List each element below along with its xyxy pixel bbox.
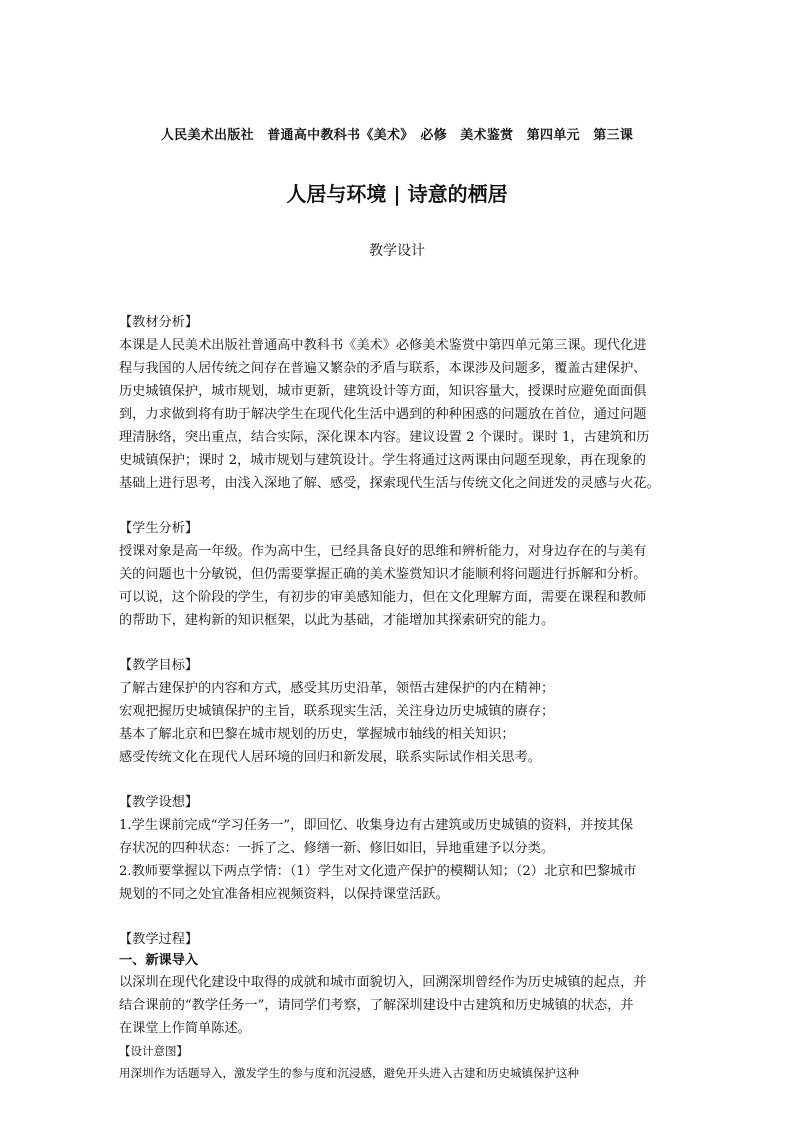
paragraph-line: 程与我国的人居传统之间存在普遍又繁杂的矛盾与联系，本课涉及问题多，覆盖古建保护、 bbox=[119, 361, 647, 376]
paragraph-line: 规划的不同之处宜准备相应视频资料，以保持课堂活跃。 bbox=[119, 887, 449, 902]
section-heading-material: 【教材分析】 bbox=[119, 315, 199, 330]
paragraph-line: 关的问题也十分敏锐，但仍需要掌握正确的美术鉴赏知识才能顺利将问题进行拆解和分析。 bbox=[119, 567, 647, 582]
subsection-heading: 一、新课导入 bbox=[119, 953, 199, 968]
section-heading-students: 【学生分析】 bbox=[119, 521, 199, 536]
section-spacer bbox=[119, 495, 679, 517]
section-spacer bbox=[119, 906, 679, 928]
paragraph-line: 了解古建保护的内容和方式，感受其历史沿革，领悟古建保护的内在精神； bbox=[119, 681, 555, 696]
paragraph-line: 的帮助下，建构新的知识框架，以此为基础，才能增加其探索研究的能力。 bbox=[119, 613, 555, 628]
paragraph-line: 史城镇保护；课时 2，城市规划与建筑设计。学生将通过这两课由问题至现象，再在现象的 bbox=[119, 453, 646, 468]
section-heading-process: 【教学过程】 bbox=[119, 932, 199, 947]
paragraph-line: 宏观把握历史城镇保护的主旨，联系现实生活，关注身边历史城镇的赓存； bbox=[119, 704, 555, 719]
paragraph-line: 感受传统文化在现代人居环境的回归和新发展，联系实际试作相关思考。 bbox=[119, 750, 541, 765]
page-title: 人居与环境 | 诗意的栖居 bbox=[286, 182, 508, 206]
paragraph-line: 历史城镇保护，城市规划，城市更新，建筑设计等方面，知识容量大，授课时应避免面面俱 bbox=[119, 384, 647, 399]
paragraph-line: 理清脉络，突出重点，结合实际，深化课本内容。建议设置 2 个课时。课时 1，古建筑和历 bbox=[119, 430, 650, 445]
paragraph-line: 1.学生课前完成“学习任务一”，即回忆、收集身边有古建筑或历史城镇的资料，并按其保 bbox=[119, 818, 633, 833]
paragraph-line: 本课是人民美术出版社普通高中教科书《美术》必修美术鉴赏中第四单元第三课。现代化进 bbox=[119, 338, 647, 353]
paragraph-line: 存状况的四种状态：一拆了之、修缮一新、修旧如旧，异地重建予以分类。 bbox=[119, 841, 555, 856]
page-subtitle: 教学设计 bbox=[369, 243, 425, 259]
paragraph-line: 2.教师要掌握以下两点学情：（1）学生对文化遗产保护的模糊认知；（2）北京和巴黎城市 bbox=[119, 864, 637, 879]
paragraph-line: 基本了解北京和巴黎在城市规划的历史，掌握城市轴线的相关知识； bbox=[119, 727, 515, 742]
document-body bbox=[119, 311, 679, 1084]
paragraph-line: 在课堂上作简单陈述。 bbox=[119, 1021, 251, 1036]
design-intent-line: 用深圳作为话题导入，激发学生的参与度和沉浸感，避免开头进入古建和历史城镇保护这种 bbox=[119, 1066, 579, 1080]
paragraph-line: 基础上进行思考，由浅入深地了解、感受，探索现代生活与传统文化之间迸发的灵感与火花。 bbox=[119, 476, 660, 491]
paragraph-line: 以深圳在现代化建设中取得的成就和城市面貌切入，回溯深圳曾经作为历史城镇的起点，并 bbox=[119, 975, 647, 990]
paragraph-line: 可以说，这个阶段的学生，有初步的审美感知能力，但在文化理解方面，需要在课程和教师 bbox=[119, 590, 647, 605]
paragraph-line: 授课对象是高一年级。作为高中生，已经具备良好的思维和辨析能力，对身边存在的与美有 bbox=[119, 544, 647, 559]
section-heading-goals: 【教学目标】 bbox=[119, 658, 199, 673]
paragraph-line: 到，力求做到将有助于解决学生在现代化生活中遇到的种种困惑的问题放在首位，通过问题 bbox=[119, 407, 647, 422]
section-spacer bbox=[119, 769, 679, 791]
paragraph-line: 结合课前的“教学任务一”，请同学们考察，了解深圳建设中古建筑和历史城镇的状态，并 bbox=[119, 998, 634, 1013]
section-heading-ideas: 【教学设想】 bbox=[119, 795, 199, 810]
design-intent-heading: 【设计意图】 bbox=[119, 1044, 188, 1058]
section-spacer bbox=[119, 632, 679, 654]
publisher-line: 人民美术出版社 普通高中教科书《美术》 必修 美术鉴赏 第四单元 第三课 bbox=[160, 128, 634, 143]
